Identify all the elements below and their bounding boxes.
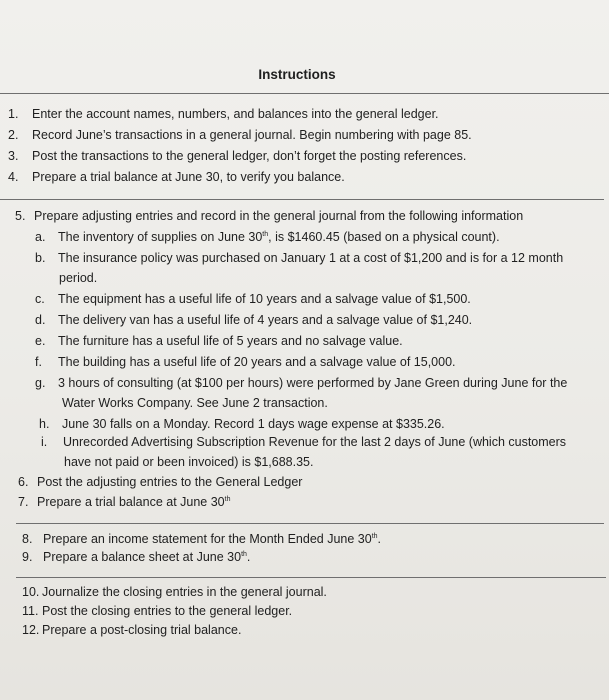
divider-3: [16, 523, 604, 524]
item-text-end: .: [377, 532, 382, 546]
item-text: Prepare an income statement for the Month Ended June 30: [43, 532, 372, 546]
list-item-1: [8, 106, 439, 122]
subitem-h: [39, 416, 445, 432]
ordinal-suffix: th: [241, 551, 247, 558]
item-number: 11.: [22, 604, 39, 618]
item-number: 4.: [8, 170, 19, 184]
subitem-e: [35, 333, 403, 349]
subitem-text-continued: have not paid or been invoiced) is $1,688.35.: [64, 455, 314, 469]
list-item-10: [22, 584, 327, 600]
item-text: Prepare a trial balance at June 30, to verify you balance.: [32, 170, 345, 184]
subitem-text: 3 hours of consulting (at $100 per hours) were performed by Jane Green during June for the: [58, 376, 568, 390]
subitem-text-continued: Water Works Company. See June 2 transaction.: [62, 396, 328, 410]
subitem-d: [35, 312, 472, 328]
subitem-letter: c.: [35, 292, 45, 306]
item-number: 5.: [15, 209, 26, 223]
subitem-letter: g.: [35, 376, 46, 390]
item-text: Prepare a post-closing trial balance.: [42, 623, 242, 637]
subitem-i-continued: [64, 454, 313, 470]
subitem-letter: a.: [35, 230, 46, 244]
subitem-c: [35, 291, 471, 307]
subitem-g-continued: [62, 395, 328, 411]
ordinal-suffix: th: [224, 496, 231, 503]
subitem-text-continued: period.: [59, 271, 98, 285]
subitem-letter: h.: [39, 417, 50, 431]
item-text: Journalize the closing entries in the general journal.: [42, 585, 327, 599]
subitem-letter: i.: [41, 435, 48, 449]
item-number: 3.: [8, 149, 19, 163]
item-number: 6.: [18, 475, 29, 489]
list-item-3: [8, 148, 466, 164]
subitem-i: [41, 434, 566, 450]
divider-2: [0, 199, 604, 200]
list-item-7: [18, 494, 230, 510]
subitem-letter: f.: [35, 355, 42, 369]
subitem-text: The inventory of supplies on June 30: [58, 230, 263, 244]
item-text-end: .: [246, 550, 251, 564]
divider-4: [16, 577, 606, 578]
subitem-text: The delivery van has a useful life of 4 years and a salvage value of $1,240.: [58, 313, 473, 327]
item-number: 8.: [22, 532, 33, 546]
list-item-12: [22, 622, 241, 638]
subitem-g: [35, 375, 567, 391]
list-item-6: [18, 474, 302, 490]
list-item-11: [22, 603, 292, 619]
item-text: Prepare a balance sheet at June 30: [43, 550, 242, 564]
subitem-text: June 30 falls on a Monday. Record 1 days wage expense at $335.26.: [62, 417, 445, 431]
item-number: 2.: [8, 128, 19, 142]
ordinal-suffix: th: [262, 231, 269, 238]
subitem-b: [35, 250, 563, 266]
list-item-5: [15, 208, 523, 224]
divider-top: [0, 93, 609, 94]
subitem-text: Unrecorded Advertising Subscription Revenue for the last 2 days of June (which customers: [63, 435, 567, 449]
item-number: 7.: [18, 495, 29, 509]
item-text: Record June’s transactions in a general journal. Begin numbering with page 85.: [32, 128, 472, 142]
subitem-letter: b.: [35, 251, 46, 265]
item-text: Prepare a trial balance at June 30: [37, 495, 225, 509]
item-text: Post the transactions to the general ledger, don’t forget the posting references.: [32, 149, 467, 163]
item-text: Post the adjusting entries to the General Ledger: [37, 475, 303, 489]
item-text: Post the closing entries to the general ledger.: [42, 604, 293, 618]
item-text: Enter the account names, numbers, and balances into the general ledger.: [32, 107, 439, 121]
list-item-4: [8, 169, 345, 185]
list-item-2: [8, 127, 472, 143]
subitem-text: The insurance policy was purchased on January 1 at a cost of $1,200 and is for a 12 month: [58, 251, 564, 265]
subitem-f: [35, 354, 456, 370]
subitem-b-continued: [59, 270, 97, 286]
item-number: 1.: [8, 107, 19, 121]
item-number: 10.: [22, 585, 40, 599]
item-number: 12.: [22, 623, 40, 637]
item-number: 9.: [22, 550, 33, 564]
ordinal-suffix: th: [371, 533, 378, 540]
subitem-text: The building has a useful life of 20 years and a salvage value of 15,000.: [58, 355, 456, 369]
list-item-9: [22, 549, 250, 565]
subitem-text: The equipment has a useful life of 10 years and a salvage value of $1,500.: [58, 292, 471, 306]
subitem-letter: e.: [35, 334, 46, 348]
item-text: Prepare adjusting entries and record in the general journal from the following information: [34, 209, 524, 223]
subitem-a: [35, 229, 500, 245]
page-title: Instructions: [258, 67, 336, 82]
list-item-8: [22, 531, 381, 547]
subitem-text-end: , is $1460.45 (based on a physical count).: [268, 230, 500, 244]
subitem-text: The furniture has a useful life of 5 years and no salvage value.: [58, 334, 403, 348]
subitem-letter: d.: [35, 313, 46, 327]
